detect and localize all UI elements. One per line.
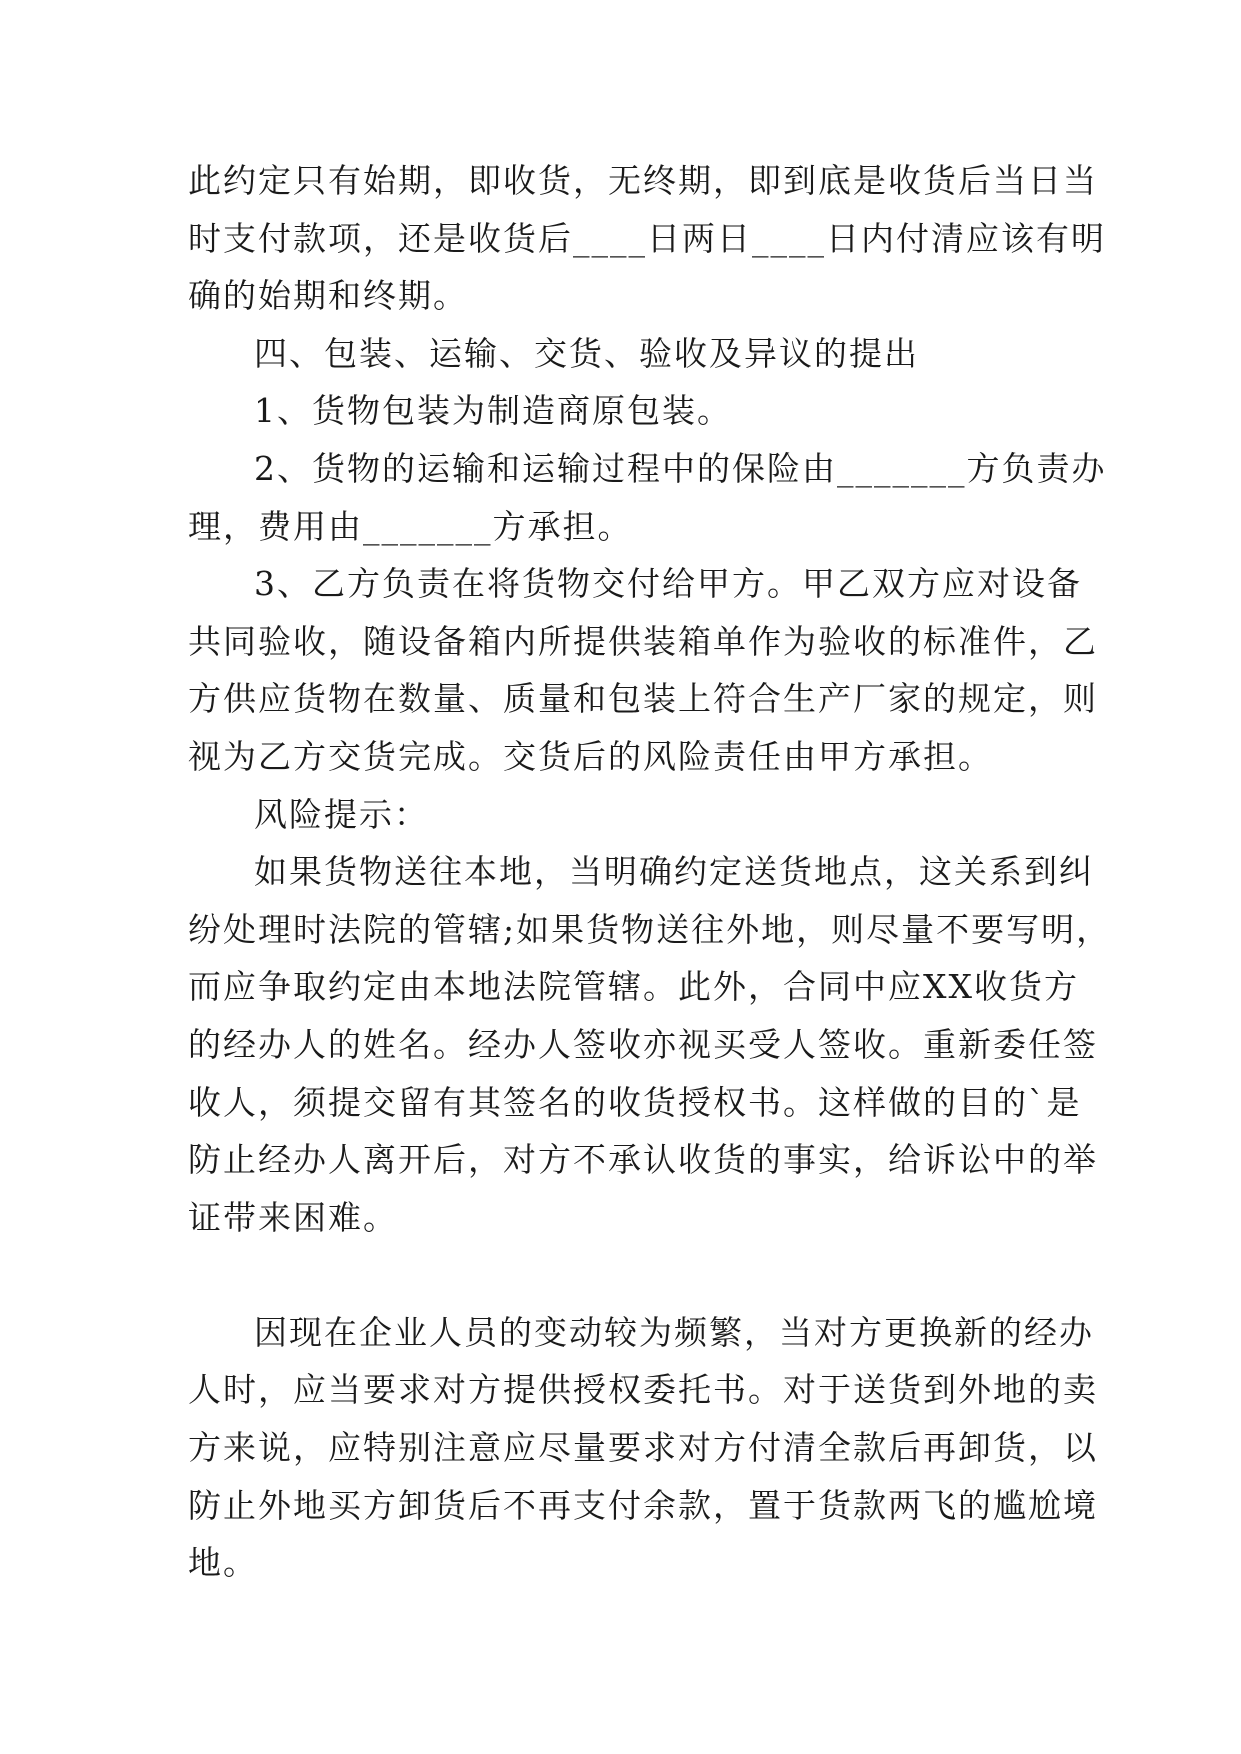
section-heading: 四、包装、运输、交货、验收及异议的提出 [254, 333, 919, 373]
text-line: 方来说，应特别注意应尽量要求对方付清全款后再卸货，以 [188, 1428, 1098, 1468]
text-line: 如果货物送往本地，当明确约定送货地点，这关系到纠 [254, 852, 1094, 892]
text-line: 防止经办人离开后，对方不承认收货的事实，给诉讼中的举 [188, 1140, 1098, 1180]
text-line: 证带来困难。 [188, 1197, 398, 1237]
text-line: 防止外地买方卸货后不再支付余款，置于货款两飞的尴尬境 [188, 1485, 1098, 1525]
text-line: 地。 [188, 1543, 258, 1583]
text-line: 此约定只有始期，即收货，无终期，即到底是收货后当日当 [188, 161, 1098, 200]
text-line: 1、货物包装为制造商原包装。 [254, 391, 732, 431]
text-line: 的经办人的姓名。经办人签收亦视买受人签收。重新委任签 [188, 1024, 1098, 1064]
text-line: 共同验收，随设备箱内所提供装箱单作为验收的标准件，乙 [188, 621, 1098, 661]
text-line: 因现在企业人员的变动较为频繁，当对方更换新的经办 [254, 1312, 1094, 1352]
text-line: 而应争取约定由本地法院管辖。此外，合同中应XX收货方 [188, 967, 1079, 1007]
text-line: 时支付款项，还是收货后____日两日____日内付清应该有明 [188, 218, 1106, 258]
text-line: 收人，须提交留有其签名的收货授权书。这样做的目的`是 [188, 1082, 1082, 1122]
text-line: 人时，应当要求对方提供授权委托书。对于送货到外地的卖 [188, 1370, 1098, 1410]
text-line: 确的始期和终期。 [188, 276, 468, 316]
text-line: 理，费用由_______方承担。 [188, 506, 633, 546]
risk-heading: 风险提示： [254, 794, 429, 834]
blank-line [188, 1246, 1054, 1304]
text-line: 3、乙方负责在将货物交付给甲方。甲乙双方应对设备 [254, 564, 1082, 604]
text-line: 2、货物的运输和运输过程中的保险由_______方负责办 [254, 448, 1107, 488]
document-body [188, 152, 1112, 1592]
text-line: 视为乙方交货完成。交货后的风险责任由甲方承担。 [188, 736, 993, 776]
text-line: 方供应货物在数量、质量和包装上符合生产厂家的规定，则 [188, 679, 1098, 719]
text-line: 纷处理时法院的管辖;如果货物送往外地，则尽量不要写明， [188, 909, 1112, 949]
